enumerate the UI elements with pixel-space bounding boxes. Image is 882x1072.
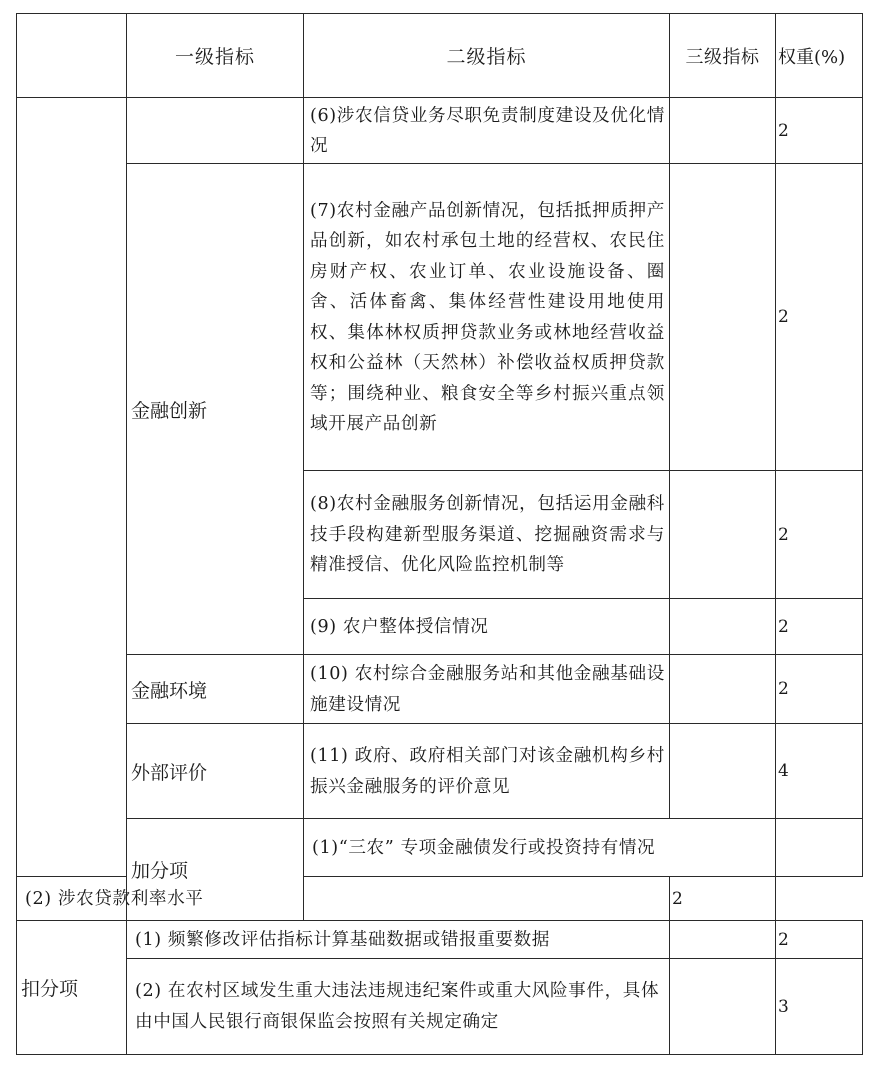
category-deduction-items: 扣分项 — [17, 921, 127, 1055]
weight-value: 2 — [776, 599, 863, 655]
weight-value: 2 — [776, 98, 863, 164]
third-level-cell — [670, 724, 776, 819]
indicator-description: (9) 农户整体授信情况 — [304, 599, 670, 655]
weight-value: 2 — [776, 921, 863, 959]
third-level-cell — [670, 164, 776, 471]
weight-value: 2 — [776, 164, 863, 471]
third-level-cell — [670, 959, 776, 1055]
header-weight: 权重(%) — [776, 14, 863, 98]
table-row — [17, 655, 863, 724]
third-level-cell — [670, 599, 776, 655]
third-level-cell — [670, 98, 776, 164]
indicator-description: (8)农村金融服务创新情况，包括运用金融科技手段构建新型服务渠道、挖掘融资需求与精准授信、优化风险监控机制等 — [304, 471, 670, 599]
category-financial-innovation: 金融创新 — [127, 164, 304, 655]
weight-value: 2 — [776, 655, 863, 724]
table-row — [17, 819, 863, 877]
category-financial-environment: 金融环境 — [127, 655, 304, 724]
third-level-cell — [670, 921, 776, 959]
third-level-cell — [670, 655, 776, 724]
indicator-description: (2) 涉农贷款利率水平 — [17, 877, 304, 921]
third-level-cell — [304, 877, 670, 921]
weight-value: 2 — [670, 877, 776, 921]
weight-value: 4 — [776, 724, 863, 819]
empty-section-cell — [17, 98, 127, 877]
table-row — [17, 921, 863, 959]
weight-value: 2 — [776, 471, 863, 599]
third-level-cell — [670, 471, 776, 599]
category-bonus-items: 加分项 — [127, 819, 304, 921]
indicator-description: (1)“三农” 专项金融债发行或投资持有情况 — [304, 819, 776, 877]
header-third-level: 三级指标 — [670, 14, 776, 98]
empty-category-cell — [127, 98, 304, 164]
indicator-description: (10) 农村综合金融服务站和其他金融基础设施建设情况 — [304, 655, 670, 724]
table-row — [17, 164, 863, 471]
third-level-cell — [776, 819, 863, 877]
table-row — [17, 877, 863, 921]
header-first-level: 一级指标 — [127, 14, 304, 98]
header-blank-cell — [17, 14, 127, 98]
header-row — [17, 14, 863, 98]
weight-value: 3 — [776, 959, 863, 1055]
indicator-description: (2) 在农村区域发生重大违法违规违纪案件或重大风险事件，具体由中国人民银行商银保监会按照有关规定确定 — [127, 959, 670, 1055]
indicator-description: (7)农村金融产品创新情况，包括抵押质押产品创新，如农村承包土地的经营权、农民住房财产权、农业订单、农业设施设备、圈舍、活体畜禽、集体经营性建设用地使用权、集体林权质押贷款业务或林地经营收益权和公益林（天然林）补偿收益权质押贷款等；围绕种业、粮食安全等乡村振兴重点领域开展产品创新 — [304, 164, 670, 471]
table-row — [17, 724, 863, 819]
indicator-table — [16, 13, 863, 1055]
header-second-level: 二级指标 — [304, 14, 670, 98]
table-row — [17, 959, 863, 1055]
indicator-description: (6)涉农信贷业务尽职免责制度建设及优化情况 — [304, 98, 670, 164]
table-row — [17, 98, 863, 164]
indicator-description: (1) 频繁修改评估指标计算基础数据或错报重要数据 — [127, 921, 670, 959]
indicator-description: (11) 政府、政府相关部门对该金融机构乡村振兴金融服务的评价意见 — [304, 724, 670, 819]
category-external-evaluation: 外部评价 — [127, 724, 304, 819]
